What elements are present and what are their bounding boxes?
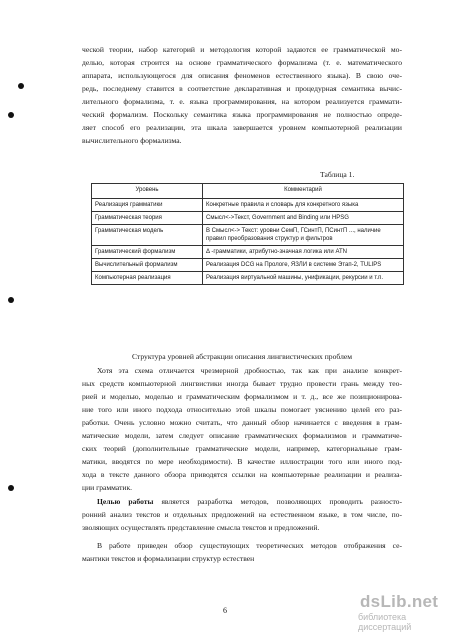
- table-row: [92, 272, 404, 285]
- paragraph-line: матические модели, затем следует описание грамматических формализмов и грамматиче-: [82, 431, 402, 440]
- paragraph-line: зволяющих осуществлять представление смысла текстов и предложений.: [82, 523, 320, 532]
- paragraph-line: Хотя эта схема отличается чрезмерной дробностью, так как при анализе конкрет-: [97, 366, 402, 375]
- table-cell-comment: Конкретные правила и словарь для конкретного языка: [203, 199, 404, 212]
- paragraph-line: В работе приведен обзор существующих теоретических методов отображения се-: [97, 541, 402, 550]
- table-cell-comment: Реализация виртуальной машины, унификации, рекурсии и т.п.: [203, 272, 404, 285]
- table-row: [92, 246, 404, 259]
- table-caption: Таблица 1.: [320, 170, 355, 179]
- watermark-title: dsLib.net: [360, 592, 439, 611]
- paragraph-line: ских теорий (дополнительные грамматические модели, например, категориальные грам-: [82, 444, 402, 453]
- paragraph-line: рией и моделью, моделью и грамматическим формализмом и т. д., все же позиционирова-: [82, 392, 402, 401]
- watermark-subtitle: библиотека диссертаций: [358, 612, 412, 632]
- table-cell-comment: Δ -грамматики, атрибутно-значная логика или ATN: [203, 246, 404, 259]
- paragraph-line: вычислительного формализма.: [82, 136, 182, 145]
- table-cell-comment: В Смысл<-> Текст: уровни СемП, ГСинтП, ПСинтП ..., наличие правил преобразования структур и фильтров: [203, 225, 404, 246]
- table-row: [92, 225, 404, 246]
- table-row: [92, 212, 404, 225]
- paragraph-line: матики, вводятся по мере необходимости). В качестве иллюстрации того или иного под-: [82, 457, 402, 466]
- paragraph-line: редь, последнему ставится в соответствие декларативная и процедурная семантика вычис-: [82, 84, 402, 93]
- paragraph-line: ронний анализ текстов и отдельных предложений на естественном языке, в том числе, по-: [82, 510, 402, 519]
- paragraph-line: ческой теории, набор категорий и методология которой задаются ее грамматической мо-: [82, 45, 402, 54]
- table-cell-level: Грамматический формализм: [92, 246, 203, 259]
- paragraph-line: аппарата, использующегося для описания феноменов естественного языка). В свою оче-: [82, 71, 402, 80]
- page-number: 6: [223, 606, 227, 615]
- paragraph-line: ляет способ его реализации, эта шкала завершается уровнем компьютерной реализации: [82, 123, 402, 132]
- margin-bullet-3: [8, 297, 14, 303]
- margin-bullet-4: [8, 485, 14, 491]
- table-cell-level: Грамматическая модель: [92, 225, 203, 246]
- table-header-cell: Комментарий: [203, 184, 404, 199]
- table-row: [92, 259, 404, 272]
- paragraph-line: [97, 497, 402, 507]
- table-cell-level: Компьютерная реализация: [92, 272, 203, 285]
- table-cell-comment: Реализация DCG на Прологе, ЯЗЛИ в системе Этап-2, TULIPS: [203, 259, 404, 272]
- levels-table: [91, 183, 404, 285]
- table-cell-comment: Смысл<->Текст, Government and Binding или HPSG: [203, 212, 404, 225]
- paragraph-line: работки. Очень условно можно считать, что данный обзор начинается с введения в грам-: [82, 418, 402, 427]
- paragraph-line: ных средств компьютерной лингвистики иногда бывает трудно провести грань между тео-: [82, 379, 402, 388]
- margin-bullet-1: [18, 83, 24, 89]
- table-header-cell: Уровень: [92, 184, 203, 199]
- paragraph-line: ческий формализм. Поскольку семантика языка программирования не полностью опреде-: [82, 110, 402, 119]
- margin-bullet-2: [8, 112, 14, 118]
- goal-lead: Целью работы: [97, 497, 154, 506]
- table-cell-level: Вычислительный формализм: [92, 259, 203, 272]
- section-title: Структура уровней абстракции описания лингвистических проблем: [131, 352, 353, 361]
- paragraph-line: хода в тексте данного обзора приводятся ссылки на компьютерные реализации и реализа-: [82, 470, 402, 479]
- table-cell-level: Грамматическая теория: [92, 212, 203, 225]
- paragraph-line: мантики текстов и формализации структур естествен: [82, 554, 255, 563]
- paragraph-line: лительного формализма, т. е. языка программирования, на котором реализуется граммати-: [82, 97, 402, 106]
- table-cell-level: Реализация грамматики: [92, 199, 203, 212]
- goal-text: является разработка методов, позволяющих проводить разносто-: [153, 497, 402, 506]
- paragraph-line: делью, которая строится на основе грамматического формализма (т. е. математического: [82, 58, 402, 67]
- paragraph-line: ции грамматик.: [82, 483, 133, 492]
- table-header-row: [92, 184, 404, 199]
- table-row: [92, 199, 404, 212]
- watermark-logo: [360, 592, 450, 632]
- paragraph-line: ние того или иного подхода относительно этой шкалы помогает уяснению целей его раз-: [82, 405, 402, 414]
